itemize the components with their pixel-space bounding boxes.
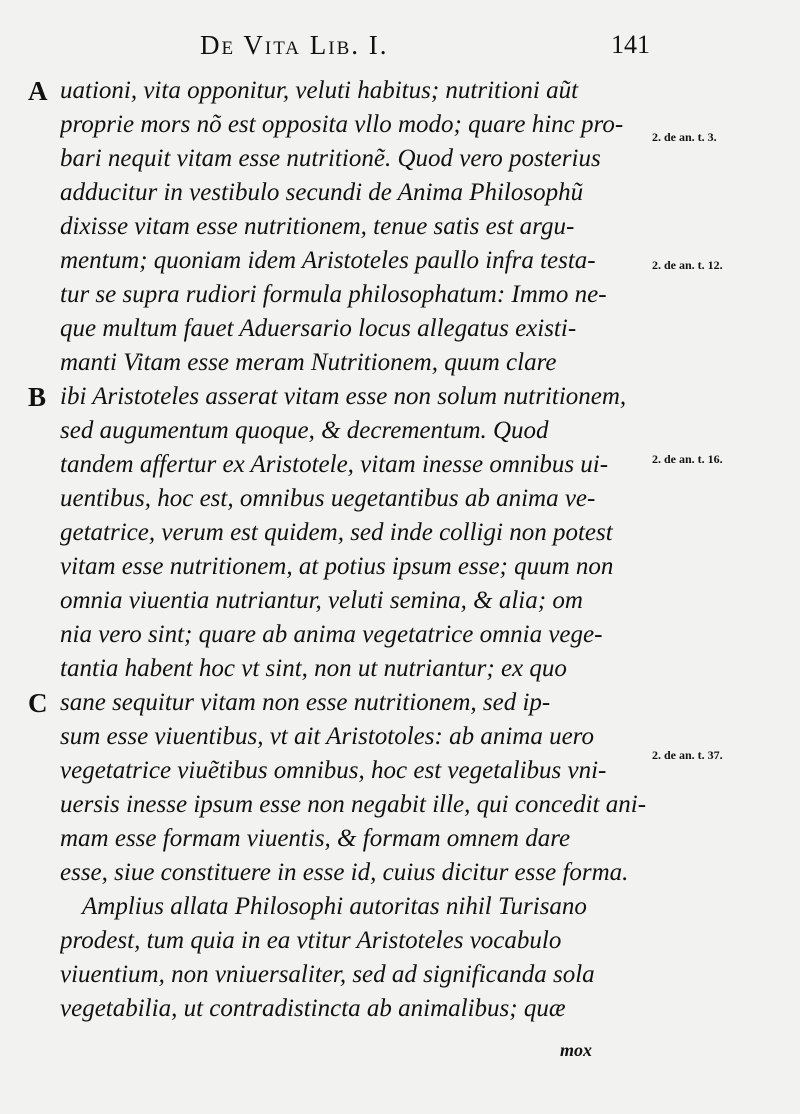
text-line: vegetabilia, ut contradistincta ab animalibus; quæ (60, 995, 566, 1022)
margin-note: 2. de an. t. 3. (652, 130, 717, 144)
text-line: tur se supra rudiori formula philosophatum: Immo ne- (60, 281, 607, 308)
text-line: proprie mors nõ est opposita vllo modo; quare hinc pro- (60, 111, 624, 138)
page-number: 141 (611, 30, 650, 59)
text-line: vitam esse nutritionem, at potius ipsum esse; quum non (60, 553, 614, 580)
page-header (200, 30, 650, 66)
catchword: mox (560, 1040, 593, 1060)
section-letter-c: C (28, 688, 48, 718)
margin-note: 2. de an. t. 16. (652, 452, 723, 466)
text-line: tantia habent hoc vt sint, non ut nutriantur; ex quo (60, 655, 567, 682)
text-line: dixisse vitam esse nutritionem, tenue satis est argu- (60, 213, 575, 240)
text-line: mentum; quoniam idem Aristoteles paullo infra testa- (60, 247, 596, 274)
text-line: prodest, tum quia in ea vtitur Aristoteles vocabulo (60, 927, 562, 954)
text-line: nia vero sint; quare ab anima vegetatrice omnia vege- (60, 621, 603, 648)
text-line: uationi, vita opponitur, veluti habitus; nutritioni aũt (60, 77, 579, 104)
body-text (60, 74, 650, 1026)
text-line: ibi Aristoteles asserat vitam esse non solum nutritionem, (60, 383, 627, 410)
text-line: sed augumentum quoque, & decrementum. Quod (60, 417, 549, 444)
text-line: uentibus, hoc est, omnibus uegetantibus ab anima ve- (60, 485, 596, 512)
text-line: manti Vitam esse meram Nutritionem, quum clare (60, 349, 557, 376)
text-line: Amplius allata Philosophi autoritas nihil Turisano (82, 893, 587, 920)
text-line: bari nequit vitam esse nutritionẽ. Quod vero posterius (60, 145, 601, 172)
section-letter-a: A (28, 76, 48, 106)
text-line: sane sequitur vitam non esse nutritionem, sed ip- (60, 689, 551, 716)
text-line: omnia viuentia nutriantur, veluti semina, & alia; om (60, 587, 583, 614)
text-line: sum esse viuentibus, vt ait Aristotoles: ab anima uero (60, 723, 594, 750)
text-line: mam esse formam viuentis, & formam omnem dare (60, 825, 571, 852)
text-line: uersis inesse ipsum esse non negabit ille, qui concedit ani- (60, 791, 647, 818)
text-line: que multum fauet Aduersario locus allegatus existi- (60, 315, 577, 342)
text-line: tandem affertur ex Aristotele, vitam inesse omnibus ui- (60, 451, 609, 478)
section-letter-b: B (28, 382, 47, 412)
margin-note: 2. de an. t. 37. (652, 748, 723, 762)
margin-note: 2. de an. t. 12. (652, 258, 723, 272)
text-line: viuentium, non vniuersaliter, sed ad significanda sola (60, 961, 595, 988)
running-title: De Vita Lib. I. (200, 30, 389, 60)
text-line: adducitur in vestibulo secundi de Anima Philosophũ (60, 179, 584, 206)
text-line: vegetatrice viuẽtibus omnibus, hoc est vegetalibus vni- (60, 757, 607, 784)
text-line: getatrice, verum est quidem, sed inde colligi non potest (60, 519, 613, 546)
text-line: esse, siue constituere in esse id, cuius dicitur esse forma. (60, 859, 629, 886)
